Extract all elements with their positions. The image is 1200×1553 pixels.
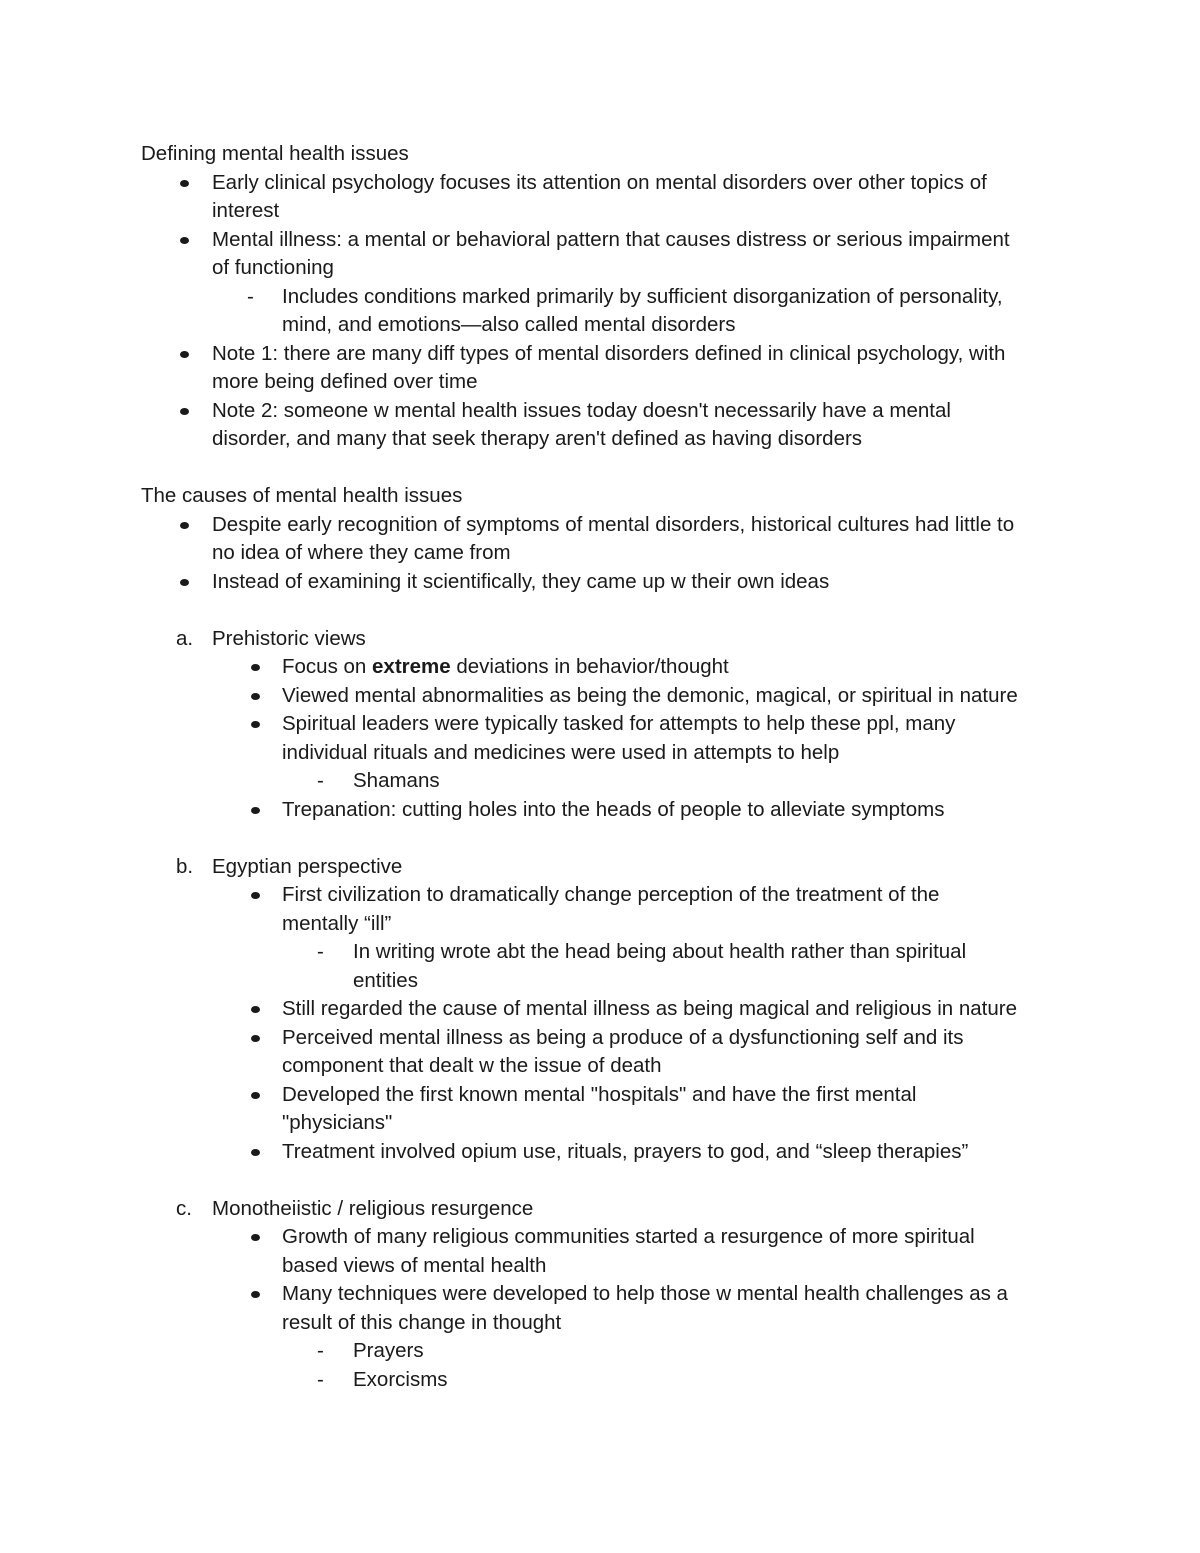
- bullet-icon: [247, 881, 265, 910]
- bullet-icon: [247, 1024, 265, 1053]
- sub-list-item: Many techniques were developed to help those w mental health challenges as a: [141, 1280, 1081, 1309]
- sub-list-item-continuation: mind, and emotions—also called mental disorders: [282, 313, 736, 336]
- letter-marker: a.: [176, 626, 194, 650]
- spacer: [141, 596, 1081, 625]
- bullet-icon: [247, 682, 265, 711]
- bullet-icon: [247, 995, 265, 1024]
- bullet-icon: [176, 568, 194, 597]
- spacer: [141, 1166, 1081, 1195]
- bullet-icon: [176, 169, 194, 198]
- list-item-continuation: no idea of where they came from: [212, 541, 511, 564]
- sub-list-item: Growth of many religious communities started a resurgence of more spiritual: [141, 1223, 1081, 1252]
- emphasis-text: extreme: [372, 655, 451, 678]
- dash-marker: -: [317, 1367, 324, 1391]
- section-heading-causes: The causes of mental health issues: [141, 484, 463, 507]
- sub-list-item: Viewed mental abnormalities as being the demonic, magical, or spiritual in nature: [141, 682, 1081, 711]
- sub-sub-list-item-continuation: entities: [353, 968, 418, 992]
- list-item-continuation: disorder, and many that seek therapy aren't defined as having disorders: [212, 427, 863, 450]
- sub-list-item: First civilization to dramatically change perception of the treatment of the: [141, 881, 1081, 910]
- letter-marker: b.: [176, 854, 194, 878]
- sub-list-item: Still regarded the cause of mental illness as being magical and religious in nature: [141, 995, 1081, 1024]
- list-item: Note 1: there are many diff types of mental disorders defined in clinical psychology, with: [141, 340, 1081, 369]
- sub-list-item: Perceived mental illness as being a produce of a dysfunctioning self and its: [141, 1024, 1081, 1053]
- list-item: Instead of examining it scientifically, they came up w their own ideas: [141, 568, 1081, 597]
- list-item-continuation: of functioning: [212, 256, 334, 279]
- bullet-icon: [247, 1223, 265, 1252]
- sub-sub-list-item: - In writing wrote abt the head being about health rather than spiritual: [141, 938, 1081, 967]
- list-item: Early clinical psychology focuses its attention on mental disorders over other topics of: [141, 169, 1081, 198]
- dash-marker: -: [317, 1339, 324, 1362]
- sub-sub-list-item: - Exorcisms: [141, 1366, 1081, 1395]
- list-item: Note 2: someone w mental health issues today doesn't necessarily have a mental: [141, 397, 1081, 426]
- bullet-icon: [176, 397, 194, 426]
- list-item-continuation: interest: [212, 199, 280, 222]
- sub-list-item: Focus on extreme deviations in behavior/thought: [141, 653, 1081, 682]
- bullet-icon: [247, 653, 265, 682]
- sub-list-item: Treatment involved opium use, rituals, prayers to god, and “sleep therapies”: [141, 1138, 1081, 1167]
- bullet-icon: [176, 226, 194, 255]
- sub-list-item-continuation: component that dealt w the issue of death: [282, 1054, 662, 1077]
- bullet-icon: [247, 796, 265, 825]
- dash-marker: -: [247, 284, 254, 308]
- sub-list-item-continuation: mentally “ill”: [282, 911, 392, 935]
- sub-list-item-continuation: result of this change in thought: [282, 1310, 562, 1334]
- lettered-item-egyptian: b. Egyptian perspective: [141, 853, 1081, 882]
- list-item: Despite early recognition of symptoms of mental disorders, historical cultures had little to: [141, 511, 1081, 540]
- list-item-continuation: more being defined over time: [212, 370, 478, 393]
- spacer: [141, 454, 1081, 483]
- document-body: [141, 140, 1081, 1394]
- lettered-item-monotheistic: c. Monotheiistic / religious resurgence: [141, 1195, 1081, 1224]
- bullet-icon: [176, 511, 194, 540]
- lettered-item-prehistoric: a. Prehistoric views: [141, 625, 1081, 654]
- sub-list-item: Spiritual leaders were typically tasked for attempts to help these ppl, many: [141, 710, 1081, 739]
- sub-list-item: Trepanation: cutting holes into the heads of people to alleviate symptoms: [141, 796, 1081, 825]
- bullet-icon: [247, 1081, 265, 1110]
- spacer: [141, 824, 1081, 853]
- sub-list-item-continuation: "physicians": [282, 1111, 393, 1134]
- bullet-icon: [176, 340, 194, 369]
- sub-list-item-continuation: individual rituals and medicines were used in attempts to help: [282, 740, 840, 764]
- bullet-icon: [247, 1138, 265, 1167]
- dash-marker: -: [317, 769, 324, 792]
- list-item: Mental illness: a mental or behavioral pattern that causes distress or serious impairment: [141, 226, 1081, 255]
- letter-marker: c.: [176, 1196, 192, 1220]
- bullet-icon: [247, 1280, 265, 1309]
- sub-list-item: - Includes conditions marked primarily by sufficient disorganization of personality,: [141, 283, 1081, 312]
- sub-list-item-continuation: based views of mental health: [282, 1253, 547, 1277]
- bullet-icon: [247, 710, 265, 739]
- sub-sub-list-item: - Shamans: [141, 767, 1081, 796]
- sub-list-item: Developed the first known mental "hospitals" and have the first mental: [141, 1081, 1081, 1110]
- dash-marker: -: [317, 940, 324, 963]
- section-heading-defining: Defining mental health issues: [141, 142, 409, 165]
- sub-sub-list-item: - Prayers: [141, 1337, 1081, 1366]
